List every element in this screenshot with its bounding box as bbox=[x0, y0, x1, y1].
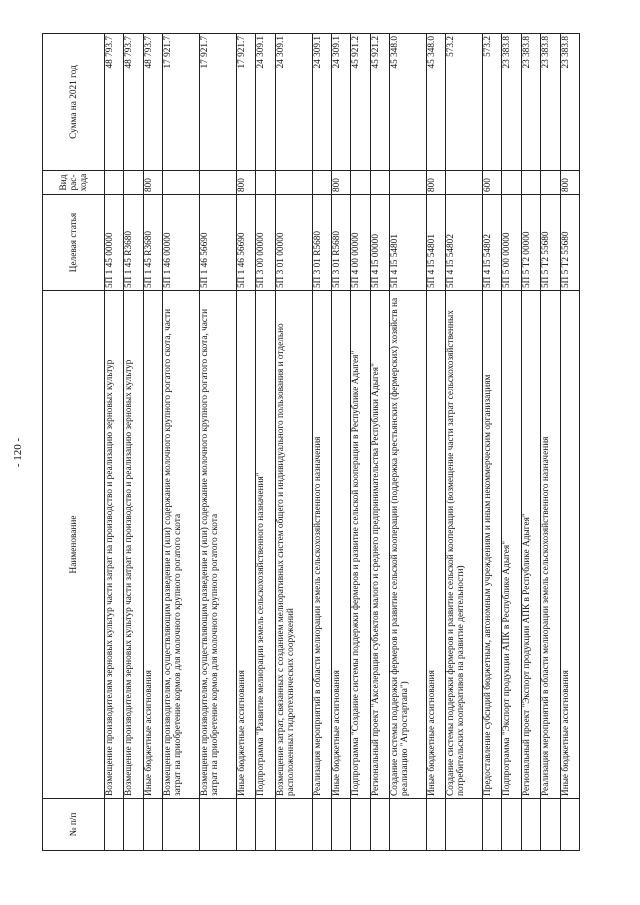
cell-name: Иные бюджетные ассигнования bbox=[331, 291, 350, 799]
cell-num bbox=[199, 799, 236, 851]
cell-num bbox=[541, 799, 560, 851]
cell-name: Возмещение производителям, осуществляющим разведение и (или) содержание молочного крупного рогатого скота, части затрат на приобретение кормов для молочного крупного рогатого скота bbox=[199, 291, 236, 799]
cell-num bbox=[163, 799, 200, 851]
table-row bbox=[312, 34, 331, 851]
table-row bbox=[256, 34, 275, 851]
cell-name: Возмещение производителям зерновых культур части затрат на производство и реализацию зерновых культур bbox=[105, 291, 124, 799]
cell-num bbox=[312, 799, 331, 851]
cell-code: 5П 4 I5 00000 bbox=[370, 195, 389, 291]
cell-code: 5П 1 45 R3680 bbox=[143, 195, 162, 291]
cell-name: Возмещение производителям зерновых культур части затрат на производство и реализацию зерновых культур bbox=[124, 291, 143, 799]
cell-name: Создание системы поддержки фермеров и развитие сельской кооперации (возмещение части затрат сельскохозяйственных потребительских кооперативов на развитие деятельности) bbox=[446, 291, 483, 799]
cell-sum: 17 921.7 bbox=[163, 34, 200, 171]
cell-vid bbox=[124, 171, 143, 195]
cell-sum: 17 921.7 bbox=[199, 34, 236, 171]
cell-name: Реализация мероприятий в области мелиорации земель сельскохозяйственного назначения bbox=[312, 291, 331, 799]
table-header-row bbox=[43, 34, 105, 851]
cell-num bbox=[105, 799, 124, 851]
page-number: - 120 - bbox=[12, 437, 24, 468]
cell-sum: 23 383.8 bbox=[502, 34, 521, 171]
table-row bbox=[163, 34, 200, 851]
budget-table bbox=[42, 33, 580, 851]
cell-vid bbox=[446, 171, 483, 195]
table-row bbox=[541, 34, 560, 851]
table-body bbox=[105, 34, 580, 851]
cell-vid bbox=[312, 171, 331, 195]
cell-code: 5П 4 I5 54802 bbox=[446, 195, 483, 291]
cell-vid: 800 bbox=[143, 171, 162, 195]
cell-num bbox=[124, 799, 143, 851]
table-row bbox=[389, 34, 426, 851]
cell-num bbox=[256, 799, 275, 851]
cell-sum: 23 383.8 bbox=[560, 34, 580, 171]
table-row bbox=[560, 34, 580, 851]
cell-name: Подпрограмма "Экспорт продукции АПК в Республике Адыгея" bbox=[502, 291, 521, 799]
table-row bbox=[199, 34, 236, 851]
cell-name: Создание системы поддержки фермеров и развитие сельской кооперации (поддержка крестьянских (фермерских) хозяйств на реализацию "Агростартапа") bbox=[389, 291, 426, 799]
cell-sum: 24 309.1 bbox=[256, 34, 275, 171]
header-code: Целевая статья bbox=[43, 195, 105, 291]
cell-code: 5П 4 I5 54801 bbox=[389, 195, 426, 291]
cell-num bbox=[483, 799, 502, 851]
cell-name: Региональный проект "Экспорт продукции АПК в Республике Адыгея" bbox=[521, 291, 540, 799]
cell-sum: 45 348.0 bbox=[389, 34, 426, 171]
cell-num bbox=[331, 799, 350, 851]
cell-sum: 45 921.2 bbox=[370, 34, 389, 171]
table-row bbox=[105, 34, 124, 851]
cell-code: 5П 4 I5 54801 bbox=[426, 195, 445, 291]
cell-num bbox=[446, 799, 483, 851]
header-num: № п/п bbox=[43, 799, 105, 851]
cell-sum: 24 309.1 bbox=[331, 34, 350, 171]
table-row bbox=[143, 34, 162, 851]
cell-vid bbox=[541, 171, 560, 195]
table-row bbox=[351, 34, 370, 851]
cell-code: 5П 1 46 00000 bbox=[163, 195, 200, 291]
cell-num bbox=[351, 799, 370, 851]
cell-vid: 600 bbox=[483, 171, 502, 195]
cell-code: 5П 4 I5 54802 bbox=[483, 195, 502, 291]
cell-code: 5П 4 00 00000 bbox=[351, 195, 370, 291]
cell-vid bbox=[389, 171, 426, 195]
table-row bbox=[331, 34, 350, 851]
header-sum: Сумма на 2021 год bbox=[43, 34, 105, 171]
cell-vid bbox=[163, 171, 200, 195]
cell-sum: 48 793.7 bbox=[124, 34, 143, 171]
cell-vid: 800 bbox=[331, 171, 350, 195]
header-vid: Вид рас-хода bbox=[43, 171, 105, 195]
cell-code: 5П 3 01 00000 bbox=[275, 195, 312, 291]
cell-code: 5П 1 45 R3680 bbox=[124, 195, 143, 291]
cell-vid bbox=[351, 171, 370, 195]
cell-code: 5П 1 45 00000 bbox=[105, 195, 124, 291]
cell-vid bbox=[275, 171, 312, 195]
cell-sum: 45 921.2 bbox=[351, 34, 370, 171]
table-row bbox=[124, 34, 143, 851]
table-row bbox=[370, 34, 389, 851]
cell-name: Иные бюджетные ассигнования bbox=[236, 291, 255, 799]
table-row bbox=[483, 34, 502, 851]
cell-sum: 17 921.7 bbox=[236, 34, 255, 171]
cell-name: Иные бюджетные ассигнования bbox=[143, 291, 162, 799]
cell-vid: 800 bbox=[236, 171, 255, 195]
cell-num bbox=[426, 799, 445, 851]
cell-num bbox=[236, 799, 255, 851]
header-name: Наименование bbox=[43, 291, 105, 799]
cell-vid: 800 bbox=[426, 171, 445, 195]
cell-vid bbox=[370, 171, 389, 195]
cell-code: 5П 5 T2 00000 bbox=[521, 195, 540, 291]
cell-num bbox=[370, 799, 389, 851]
cell-num bbox=[502, 799, 521, 851]
cell-code: 5П 1 46 56690 bbox=[236, 195, 255, 291]
cell-code: 5П 5 00 00000 bbox=[502, 195, 521, 291]
cell-sum: 573.2 bbox=[446, 34, 483, 171]
cell-name: Предоставление субсидий бюджетным, автономным учреждениям и иным некоммерческим организациям bbox=[483, 291, 502, 799]
cell-name: Возмещение производителям, осуществляющим разведение и (или) содержание молочного крупного рогатого скота, части затрат на приобретение кормов для молочного крупного рогатого скота bbox=[163, 291, 200, 799]
cell-name: Иные бюджетные ассигнования bbox=[560, 291, 580, 799]
cell-num bbox=[560, 799, 580, 851]
cell-sum: 48 793.7 bbox=[105, 34, 124, 171]
cell-sum: 23 383.8 bbox=[521, 34, 540, 171]
cell-name: Региональный проект "Акселерация субъектов малого и среднего предпринимательства Республики Адыгея" bbox=[370, 291, 389, 799]
table-row bbox=[426, 34, 445, 851]
cell-sum: 24 309.1 bbox=[312, 34, 331, 171]
cell-vid: 800 bbox=[560, 171, 580, 195]
cell-sum: 45 348.0 bbox=[426, 34, 445, 171]
cell-code: 5П 5 T2 55680 bbox=[541, 195, 560, 291]
cell-sum: 23 383.8 bbox=[541, 34, 560, 171]
cell-num bbox=[521, 799, 540, 851]
cell-name: Возмещение затрат, связанных с созданием мелиоративных систем общего и индивидуального пользования и отдельно расположенных гидротехнических сооружений bbox=[275, 291, 312, 799]
cell-code: 5П 3 00 00000 bbox=[256, 195, 275, 291]
table-row bbox=[446, 34, 483, 851]
cell-name: Подпрограмма "Создание системы поддержки фермеров и развитие сельской кооперации в Республике Адыгея" bbox=[351, 291, 370, 799]
cell-code: 5П 3 01 R5680 bbox=[331, 195, 350, 291]
cell-sum: 24 309.1 bbox=[275, 34, 312, 171]
cell-vid bbox=[502, 171, 521, 195]
cell-sum: 573.2 bbox=[483, 34, 502, 171]
table-row bbox=[521, 34, 540, 851]
table-row bbox=[275, 34, 312, 851]
table-row bbox=[236, 34, 255, 851]
cell-num bbox=[143, 799, 162, 851]
cell-name: Иные бюджетные ассигнования bbox=[426, 291, 445, 799]
table-row bbox=[502, 34, 521, 851]
cell-name: Подпрограмма "Развитие мелиорации земель сельскохозяйственного назначения" bbox=[256, 291, 275, 799]
cell-num bbox=[275, 799, 312, 851]
cell-vid bbox=[521, 171, 540, 195]
cell-sum: 48 793.7 bbox=[143, 34, 162, 171]
cell-name: Реализация мероприятий в области мелиорации земель сельскохозяйственного назначения bbox=[541, 291, 560, 799]
cell-code: 5П 5 T2 55680 bbox=[560, 195, 580, 291]
cell-vid bbox=[105, 171, 124, 195]
cell-num bbox=[389, 799, 426, 851]
cell-vid bbox=[199, 171, 236, 195]
cell-code: 5П 1 46 56690 bbox=[199, 195, 236, 291]
cell-code: 5П 3 01 R5680 bbox=[312, 195, 331, 291]
cell-vid bbox=[256, 171, 275, 195]
